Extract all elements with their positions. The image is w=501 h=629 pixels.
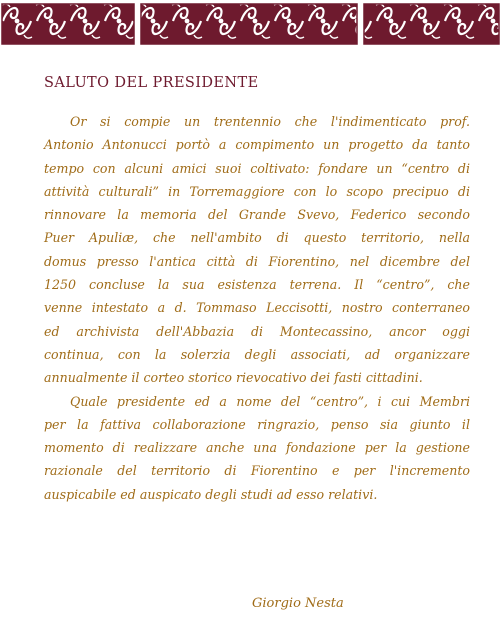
paragraph-2-line: Quale presidente ed a nome del “centro”, i cui Membri <box>70 393 470 409</box>
paragraph-2-line: auspicabile ed auspicato degli studi ad esso relativi. <box>44 486 378 502</box>
paragraph-1-line: attività culturali” in Torremaggiore con lo scopo precipuo di <box>44 183 470 199</box>
signature: Giorgio Nesta <box>252 596 344 611</box>
paragraph-2-line: razionale del territorio di Fiorentino e per l'incremento <box>44 463 470 479</box>
paragraph-1-line: annualmente il corteo storico rievocativo dei fasti cittadini. <box>44 370 423 386</box>
letter-body <box>44 110 470 506</box>
ornament-frieze-icon <box>0 0 501 50</box>
paragraph-1-line: Antonio Antonucci portò a compimento un progetto da tanto <box>44 137 470 153</box>
paragraph-1-line: rinnovare la memoria del Grande Svevo, Federico secondo <box>44 207 470 223</box>
decorative-banner <box>0 0 501 50</box>
paragraph-2-line: per la fattiva collaborazione ringrazio, penso sia giunto il <box>44 416 470 432</box>
paragraph-1-line: Or si compie un trentennio che l'indimenticato prof. <box>70 114 470 129</box>
paragraph-1-line: ed archivista dell'Abbazia di Montecassino, ancor oggi <box>44 323 470 339</box>
paragraph-2-line: momento di realizzare anche una fondazione per la gestione <box>44 440 470 456</box>
paragraph-1-line: domus presso l'antica città di Fiorentino, nel dicembre del <box>44 253 470 269</box>
page-title: SALUTO DEL PRESIDENTE <box>44 75 259 91</box>
paragraph-1-line: venne intestato a d. Tommaso Leccisotti, nostro conterraneo <box>44 300 470 316</box>
paragraph-1-line: Puer Apuliæ, che nell'ambito di questo territorio, nella <box>44 230 470 246</box>
paragraph-1-line: tempo con alcuni amici suoi coltivato: fondare un “centro di <box>44 160 470 176</box>
paragraph-1-line: 1250 concluse la sua esistenza terrena. Il “centro”, che <box>44 277 470 293</box>
paragraph-1-line: continua, con la solerzia degli associati, ad organizzare <box>44 346 470 362</box>
